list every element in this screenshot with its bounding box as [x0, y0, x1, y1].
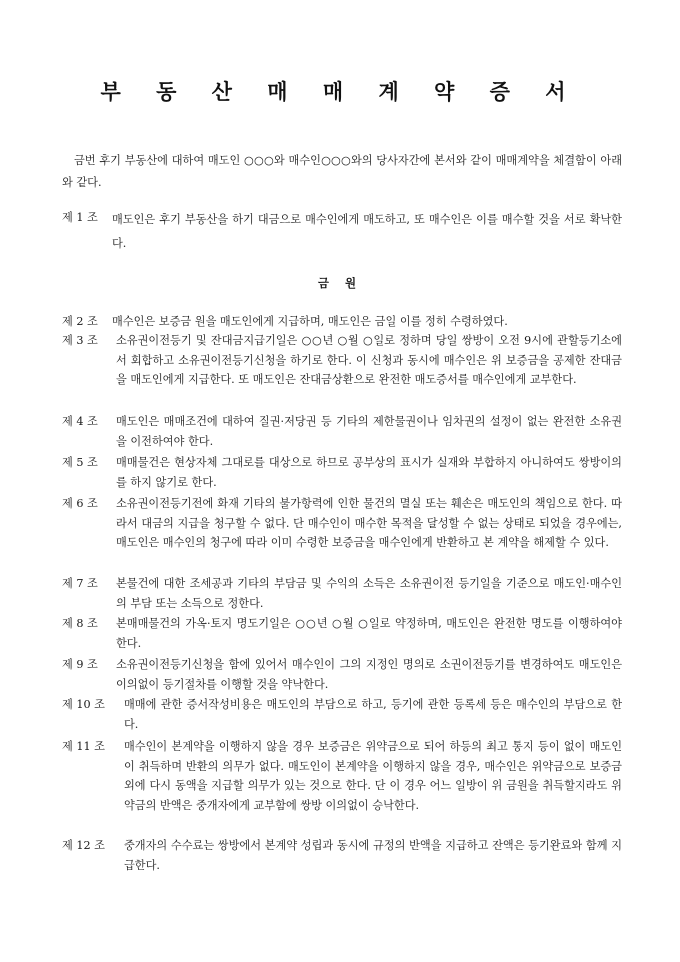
article-number: 제 2 조: [62, 315, 98, 328]
article-text: 매매에 관한 증서작성비용은 매도인의 부담으로 하고, 등기에 관한 등록세 등은 매수인의 부담으로 한다.: [124, 698, 622, 731]
article-number: 제 4 조: [62, 415, 98, 428]
article-number: 제 1 조: [62, 211, 98, 224]
article-text: 소유권이전등기 및 잔대금지급기일은 ○○년 ○월 ○일로 정하며 당일 쌍방이 오전 9시에 관할등기소에서 회합하고 소유권이전등기신청을 하기로 한다. 이 신청과 동시에 매수인은 위 보증금을 공제한 잔대금을 매도인에게 지급한다. 또 매도인은 잔대금상환으로 완전한 매도증서를 매수인에게 교부한다.: [116, 334, 622, 386]
article-12: [62, 836, 622, 875]
article-1: [62, 208, 622, 256]
article-10: [62, 695, 622, 734]
article-4: [62, 412, 622, 451]
article-text: 매매물건은 현상자체 그대로를 대상으로 하므로 공부상의 표시가 실재와 부합하지 아니하여도 쌍방이의를 하지 않기로 한다.: [116, 456, 622, 489]
article-text: 소유권이전등기신청을 함에 있어서 매수인이 그의 지정인 명의로 소권이전등기를 변경하여도 매도인은 이의없이 등기절차를 이행할 것을 약낙한다.: [116, 658, 622, 691]
article-number: 제 5 조: [62, 456, 98, 469]
article-number: 제 9 조: [62, 658, 98, 671]
article-text: 매수인이 본계약을 이행하지 않을 경우 보증금은 위약금으로 되어 하등의 최고 통지 등이 없이 매도인이 취득하며 반환의 의무가 없다. 매도인이 본계약을 이행하지 않을 경우, 매수인은 위약금으로 보증금 외에 다시 동액을 지급할 의무가 있는 것으로 한다. 단 이 경우 어느 일방이 위 금원을 취득할지라도 위약금의 반액은 중개자에게 교부함에 쌍방 이의없이 승낙한다.: [124, 740, 622, 812]
article-8: [62, 614, 622, 653]
article-2: [62, 312, 622, 332]
article-number: 제 8 조: [62, 617, 98, 630]
article-text: 본매매물건의 가옥·토지 명도기일은 ○○년 ○월 ○일로 약정하며, 매도인은 완전한 명도를 이행하여야 한다.: [116, 617, 622, 650]
article-3: [62, 331, 622, 390]
article-text: 중개자의 수수료는 쌍방에서 본계약 성립과 동시에 규정의 반액을 지급하고 잔액은 등기완료와 함께 지급한다.: [124, 839, 622, 872]
intro-paragraph: 금번 후기 부동산에 대하여 매도인 ○○○와 매수인○○○와의 당사자간에 본서와 같이 매매계약을 체결함이 아래와 같다.: [62, 154, 622, 189]
article-text: 본물건에 대한 조세공과 기타의 부담금 및 수익의 소득은 소유권이전 등기일을 기준으로 매도인·매수인의 부담 또는 소득으로 정한다.: [116, 577, 622, 610]
article-9: [62, 655, 622, 694]
article-11: [62, 737, 622, 815]
article-number: 제 6 조: [62, 497, 98, 510]
article-text: 소유권이전등기전에 화재 기타의 불가항력에 인한 물건의 멸실 또는 훼손은 매도인의 책임으로 한다. 따라서 대금의 지급을 청구할 수 없다. 단 매수인이 매수한 목적을 달성할 수 없는 상태로 되었을 경우에는, 매도인은 매수인의 청구에 따라 이미 수령한 보증금을 매수인에게 반환하고 본 계약을 해제할 수 있다.: [116, 497, 622, 549]
article-number: 제 3 조: [62, 334, 98, 347]
article-number: 제 11 조: [62, 740, 105, 753]
section-heading: 금 원: [317, 276, 363, 290]
article-number: 제 12 조: [62, 839, 105, 852]
article-number: 제 10 조: [62, 698, 105, 711]
article-number: 제 7 조: [62, 577, 98, 590]
article-text: 매도인은 후기 부동산을 하기 대금으로 매수인에게 매도하고, 또 매수인은 이를 매수할 것을 서로 확낙한다.: [112, 213, 622, 250]
article-text: 매수인은 보증금 원을 매도인에게 지급하며, 매도인은 금일 이를 정히 수령하였다.: [112, 315, 508, 328]
article-7: [62, 574, 622, 613]
article-6: [62, 494, 622, 553]
article-5: [62, 453, 622, 492]
document-title: 부 동 산 매 매 계 약 증 서: [100, 79, 580, 104]
article-text: 매도인은 매매조건에 대하여 질권·저당권 등 기타의 제한물권이나 임차권의 설정이 없는 완전한 소유권을 이전하여야 한다.: [116, 415, 622, 448]
